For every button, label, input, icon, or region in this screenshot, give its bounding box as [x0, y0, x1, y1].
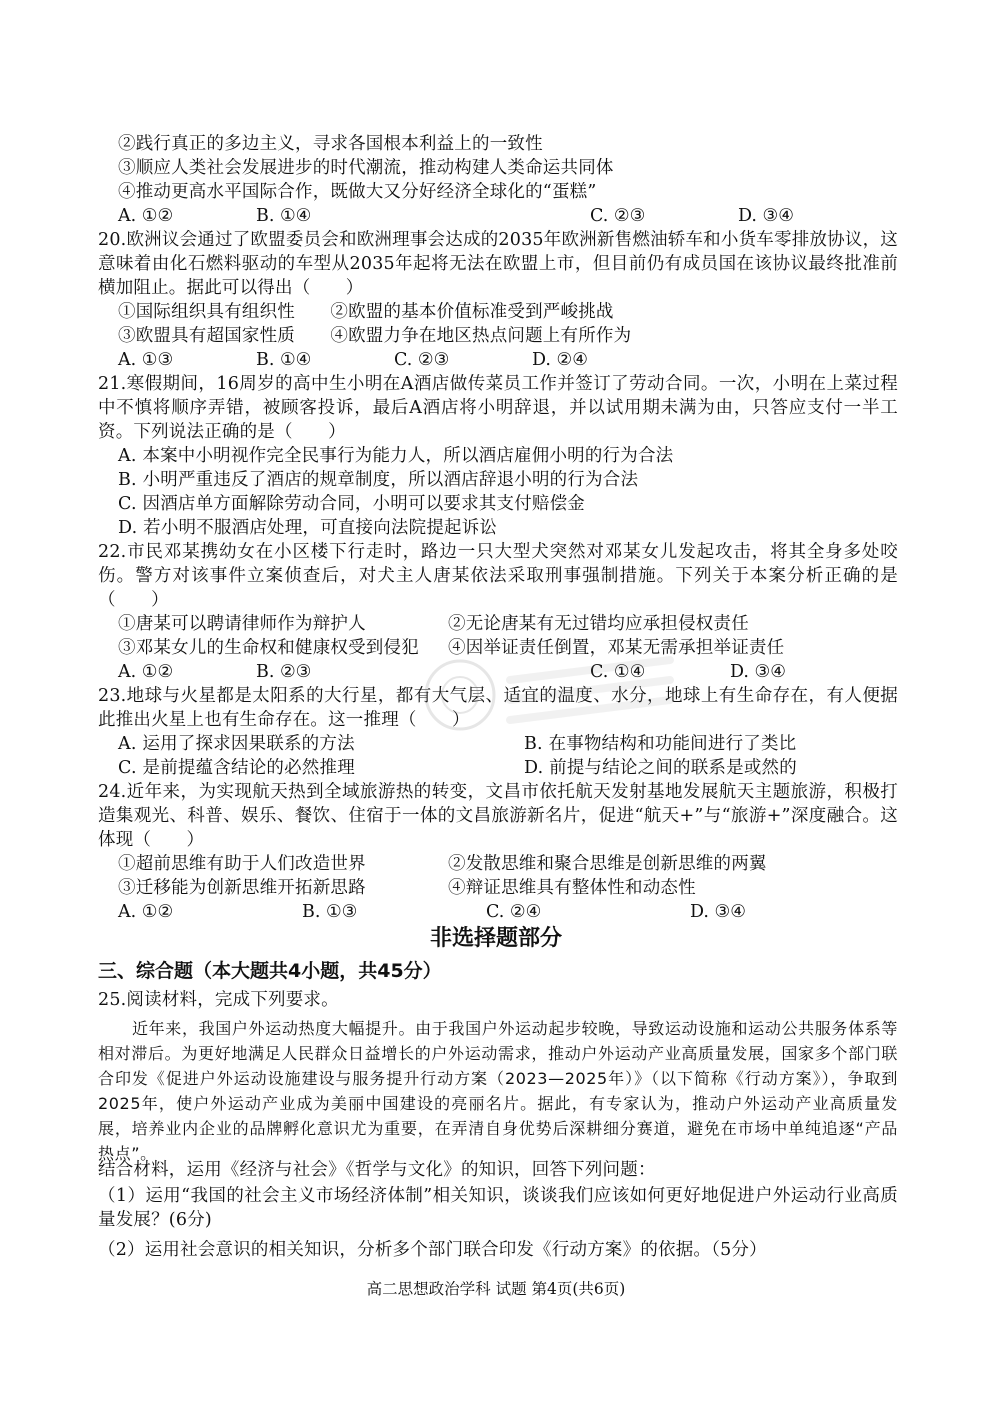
q23-option-c: C. 是前提蕴含结论的必然推理 [118, 758, 355, 778]
q19-item4: ④推动更高水平国际合作，既做大又分好经济全球化的“蛋糕” [118, 182, 597, 202]
q24-item1: ①超前思维有助于人们改造世界 [118, 854, 366, 874]
q23-option-d: D. 前提与结论之间的联系是或然的 [524, 758, 797, 778]
q22-option-b: B. ②③ [256, 662, 312, 682]
q22-item2: ②无论唐某有无过错均应承担侵权责任 [448, 614, 749, 634]
q23-stem: 23.地球与火星都是太阳系的大行星，都有大气层、适宜的温度、水分，地球上有生命存在，有人便据此推出火星上也有生命存在。这一推理（ ） [98, 686, 898, 730]
q24-option-c: C. ②④ [486, 902, 542, 922]
part-title: 非选择题部分 [429, 926, 562, 951]
q24-option-d: D. ③④ [690, 902, 746, 922]
q20-option-d: D. ②④ [532, 350, 588, 370]
q19-option-d: D. ③④ [738, 206, 794, 226]
q24-item4: ④辩证思维具有整体性和动态性 [448, 878, 696, 898]
q20-option-b: B. ①④ [256, 350, 312, 370]
q25-instruction: 结合材料，运用《经济与社会》《哲学与文化》的知识，回答下列问题： [98, 1160, 656, 1180]
q24-item2: ②发散思维和聚合思维是创新思维的两翼 [448, 854, 767, 874]
q22-stem: 22.市民邓某携幼女在小区楼下行走时，路边一只大型犬突然对邓某女儿发起攻击，将其全身多处咬伤。警方对该事件立案侦查后，对犬主人唐某依法采取刑事强制措施。下列关于本案分析正确的是（ ） [98, 542, 898, 610]
q25-material: 近年来，我国户外运动热度大幅提升。由于我国户外运动起步较晚，导致运动设施和运动公共服务体系等相对滞后。为更好地满足人民群众日益增长的户外运动需求，推动户外运动产业高质量发展，国家多个部门联合印发《促进户外运动设施建设与服务提升行动方案（2023—2025年）》（以下简称《行动方案》），争取到2025年，使户外运动产业成为美丽中国建设的亮丽名片。据此，有专家认为，推动户外运动产业高质量发展，培养业内企业的品牌孵化意识尤为重要，在弄清自身优势后深耕细分赛道，避免在市场中单纯追逐“产品热点”。 [98, 1019, 898, 1163]
q20-items-1-2: ①国际组织具有组织性 ②欧盟的基本价值标准受到严峻挑战 [118, 302, 614, 322]
q22-option-a: A. ①② [118, 662, 174, 682]
q25-sub-question-2: （2）运用社会意识的相关知识，分析多个部门联合印发《行动方案》的依据。（5分） [98, 1240, 767, 1260]
q22-option-c: C. ①④ [590, 662, 646, 682]
q23-option-a: A. 运用了探求因果联系的方法 [118, 734, 355, 754]
section-3-title: 三、综合题（本大题共4小题，共45分） [98, 960, 442, 982]
q22-option-d: D. ③④ [730, 662, 786, 682]
q21-option-a: A. 本案中小明视作完全民事行为能力人，所以酒店雇佣小明的行为合法 [118, 446, 674, 466]
q22-item4: ④因举证责任倒置，邓某无需承担举证责任 [448, 638, 785, 658]
page-footer: 高二思想政治学科 试题 第4页(共6页) [366, 1280, 626, 1298]
q19-option-c: C. ②③ [590, 206, 646, 226]
q21-option-c: C. 因酒店单方面解除劳动合同，小明可以要求其支付赔偿金 [118, 494, 585, 514]
q20-stem: 20.欧洲议会通过了欧盟委员会和欧洲理事会达成的2035年欧洲新售燃油轿车和小货车零排放协议，这意味着由化石燃料驱动的车型从2035年起将无法在欧盟上市，但目前仍有成员国在该协议最终批准前横加阻止。据此可以得出（ ） [98, 230, 898, 298]
q19-item3: ③顺应人类社会发展进步的时代潮流，推动构建人类命运共同体 [118, 158, 614, 178]
q25-sub-question-1: （1）运用“我国的社会主义市场经济体制”相关知识，谈谈我们应该如何更好地促进户外运动行业高质量发展？(6分) [98, 1186, 898, 1230]
q24-item3: ③迁移能为创新思维开拓新思路 [118, 878, 366, 898]
q21-option-d: D. 若小明不服酒店处理，可直接向法院提起诉讼 [118, 518, 498, 538]
q21-option-b: B. 小明严重违反了酒店的规章制度，所以酒店辞退小明的行为合法 [118, 470, 639, 490]
q20-option-a: A. ①③ [118, 350, 174, 370]
q24-stem: 24.近年来，为实现航天热到全域旅游热的转变，文昌市依托航天发射基地发展航天主题旅游，积极打造集观光、科普、娱乐、餐饮、住宿于一体的文昌旅游新名片，促进“航天+”与“旅游+”深度融合。这体现（ ） [98, 782, 898, 850]
q19-option-b: B. ①④ [256, 206, 312, 226]
q19-item2: ②践行真正的多边主义，寻求各国根本利益上的一致性 [118, 134, 543, 154]
q19-option-a: A. ①② [118, 206, 174, 226]
q23-option-b: B. 在事物结构和功能间进行了类比 [524, 734, 797, 754]
q20-items-3-4: ③欧盟具有超国家性质 ④欧盟力争在地区热点问题上有所作为 [118, 326, 632, 346]
q21-stem: 21.寒假期间，16周岁的高中生小明在A酒店做传菜员工作并签订了劳动合同。一次，小明在上菜过程中不慎将顺序弄错，被顾客投诉，最后A酒店将小明辞退，并以试用期未满为由，只答应支付一半工资。下列说法正确的是（ ） [98, 374, 898, 442]
q24-option-b: B. ①③ [302, 902, 358, 922]
q25-intro: 25.阅读材料，完成下列要求。 [98, 990, 339, 1010]
q22-item3: ③邓某女儿的生命权和健康权受到侵犯 [118, 638, 419, 658]
q24-option-a: A. ①② [118, 902, 174, 922]
q20-option-c: C. ②③ [394, 350, 450, 370]
q22-item1: ①唐某可以聘请律师作为辩护人 [118, 614, 366, 634]
